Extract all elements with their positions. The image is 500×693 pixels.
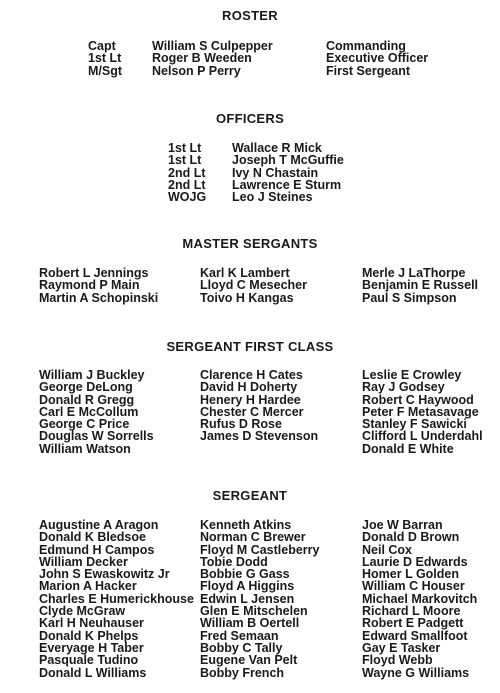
roster-entry: Laurie D Edwards [362,554,468,569]
roster-entry: Bobby C Tally [200,640,283,655]
roster-entry: Norman C Brewer [200,530,306,545]
roster-entry: Bobby French [200,665,285,680]
sergeant-heading: SERGEANT [212,488,288,503]
roster-roles [326,40,428,77]
roster-entry: Fred Semaan [200,628,279,643]
roster-entry: First Sergeant [326,63,411,78]
roster-entry: William Decker [39,554,128,569]
roster-entry: Karl H Neuhauser [39,616,144,631]
master-sergeants-heading: MASTER SERGANTS [182,236,318,251]
roster-entry: Edwin L Jensen [200,591,295,606]
roster-entry: Commanding [326,39,406,53]
roster-entry: Clyde McGraw [39,604,126,619]
roster-entry: Clifford L Underdahl [362,429,483,444]
master-sergeants-col3 [362,267,478,304]
roster-entry: Lawrence E Sturm [232,177,342,192]
sergeant-col2 [200,519,319,679]
roster-entry: 2nd Lt [168,165,206,180]
roster-entry: James D Stevenson [200,429,319,444]
roster-entry: Douglas W Sorrells [39,429,154,444]
roster-entry: Chester C Mercer [200,404,304,419]
roster-entry: Donald E White [362,441,454,456]
roster-entry: Merle J LaThorpe [362,266,466,280]
roster-entry: Robert L Jennings [39,266,149,280]
sfc-heading: SERGEANT FIRST CLASS [166,339,334,354]
roster-entry: Roger B Weeden [152,51,252,66]
roster-entry: Peter F Metasavage [362,404,479,419]
officers-ranks [168,142,206,203]
roster-entry: Donald L Williams [39,665,147,680]
roster-entry: George DeLong [39,380,133,395]
roster-entry: Wallace R Mick [232,141,322,155]
roster-entry: Paul S Simpson [362,290,457,305]
roster-entry: Neil Cox [362,542,413,557]
roster-heading: ROSTER [222,8,278,23]
roster-entry: Kenneth Atkins [200,518,292,532]
sergeant-col3 [362,519,477,679]
roster-entry: William S Culpepper [152,39,273,53]
master-sergeants-col1 [39,267,158,304]
roster-entry: Executive Officer [326,51,429,66]
roster-ranks [88,40,122,77]
roster-entry: Benjamin E Russell [362,278,479,293]
roster-entry: Donald K Phelps [39,628,139,643]
master-sergeants-col2 [200,267,307,304]
roster-entry: Henery H Hardee [200,392,301,407]
roster-entry: Charles E Humerickhouse [39,591,194,606]
roster-entry: George C Price [39,417,130,432]
roster-entry: Floyd M Castleberry [200,542,320,557]
roster-entry: William Watson [39,441,131,456]
officers-names [232,142,344,203]
sfc-col3 [362,369,483,455]
roster-entry: Carl E McCollum [39,404,139,419]
roster-entry: David H Doherty [200,380,298,395]
roster-entry: Clarence H Cates [200,368,303,382]
roster-entry: Floyd Webb [362,653,433,668]
roster-entry: Michael Markovitch [362,591,478,606]
roster-entry: Eugene Van Pelt [200,653,298,668]
roster-entry: William C Houser [362,579,465,594]
roster-entry: Richard L Moore [362,604,461,619]
roster-entry: 1st Lt [168,141,202,155]
roster-entry: Raymond P Main [39,278,140,293]
roster-entry: Robert E Padgett [362,616,464,631]
roster-entry: Leslie E Crowley [362,368,462,382]
roster-entry: Everyage H Taber [39,640,144,655]
roster-entry: Augustine A Aragon [39,518,159,532]
roster-entry: Stanley F Sawicki [362,417,467,432]
roster-entry: Homer L Golden [362,567,460,582]
roster-entry: Karl K Lambert [200,266,290,280]
roster-entry: John S Ewaskowitz Jr [39,567,170,582]
roster-entry: Rufus D Rose [200,417,282,432]
sfc-col2 [200,369,318,443]
roster-names [152,40,273,77]
roster-entry: William B Oertell [200,616,300,631]
roster-entry: Lloyd C Mesecher [200,278,307,293]
roster-entry: Donald K Bledsoe [39,530,146,545]
roster-entry: Leo J Steines [232,190,313,205]
sergeant-col1 [39,519,194,679]
roster-entry: 1st Lt [168,153,202,168]
roster-entry: William J Buckley [39,368,145,382]
roster-entry: Pasquale Tudino [39,653,139,668]
roster-entry: Robert C Haywood [362,392,474,407]
officers-heading: OFFICERS [215,111,285,126]
roster-entry: Edmund H Campos [39,542,155,557]
roster-entry: Martin A Schopinski [39,290,159,305]
roster-entry: Nelson P Perry [152,63,241,78]
roster-entry: Ray J Godsey [362,380,445,395]
roster-entry: Joseph T McGuffie [232,153,344,168]
roster-entry: 1st Lt [88,51,122,66]
sfc-col1 [39,369,154,455]
roster-entry: Donald D Brown [362,530,460,545]
roster-entry: Bobbie G Gass [200,567,290,582]
roster-entry: Glen E Mitschelen [200,604,308,619]
roster-entry: Donald R Gregg [39,392,135,407]
roster-entry: Gay E Tasker [362,640,441,655]
roster-entry: Marion A Hacker [39,579,137,594]
roster-entry: 2nd Lt [168,177,206,192]
roster-entry: Capt [88,39,116,53]
roster-entry: M/Sgt [88,63,123,78]
roster-entry: Toivo H Kangas [200,290,294,305]
roster-entry: WOJG [168,190,207,205]
roster-entry: Joe W Barran [362,518,443,532]
roster-entry: Tobie Dodd [200,554,268,569]
roster-entry: Edward Smallfoot [362,628,468,643]
roster-entry: Floyd A Higgins [200,579,295,594]
roster-entry: Ivy N Chastain [232,165,319,180]
roster-entry: Wayne G Williams [362,665,470,680]
